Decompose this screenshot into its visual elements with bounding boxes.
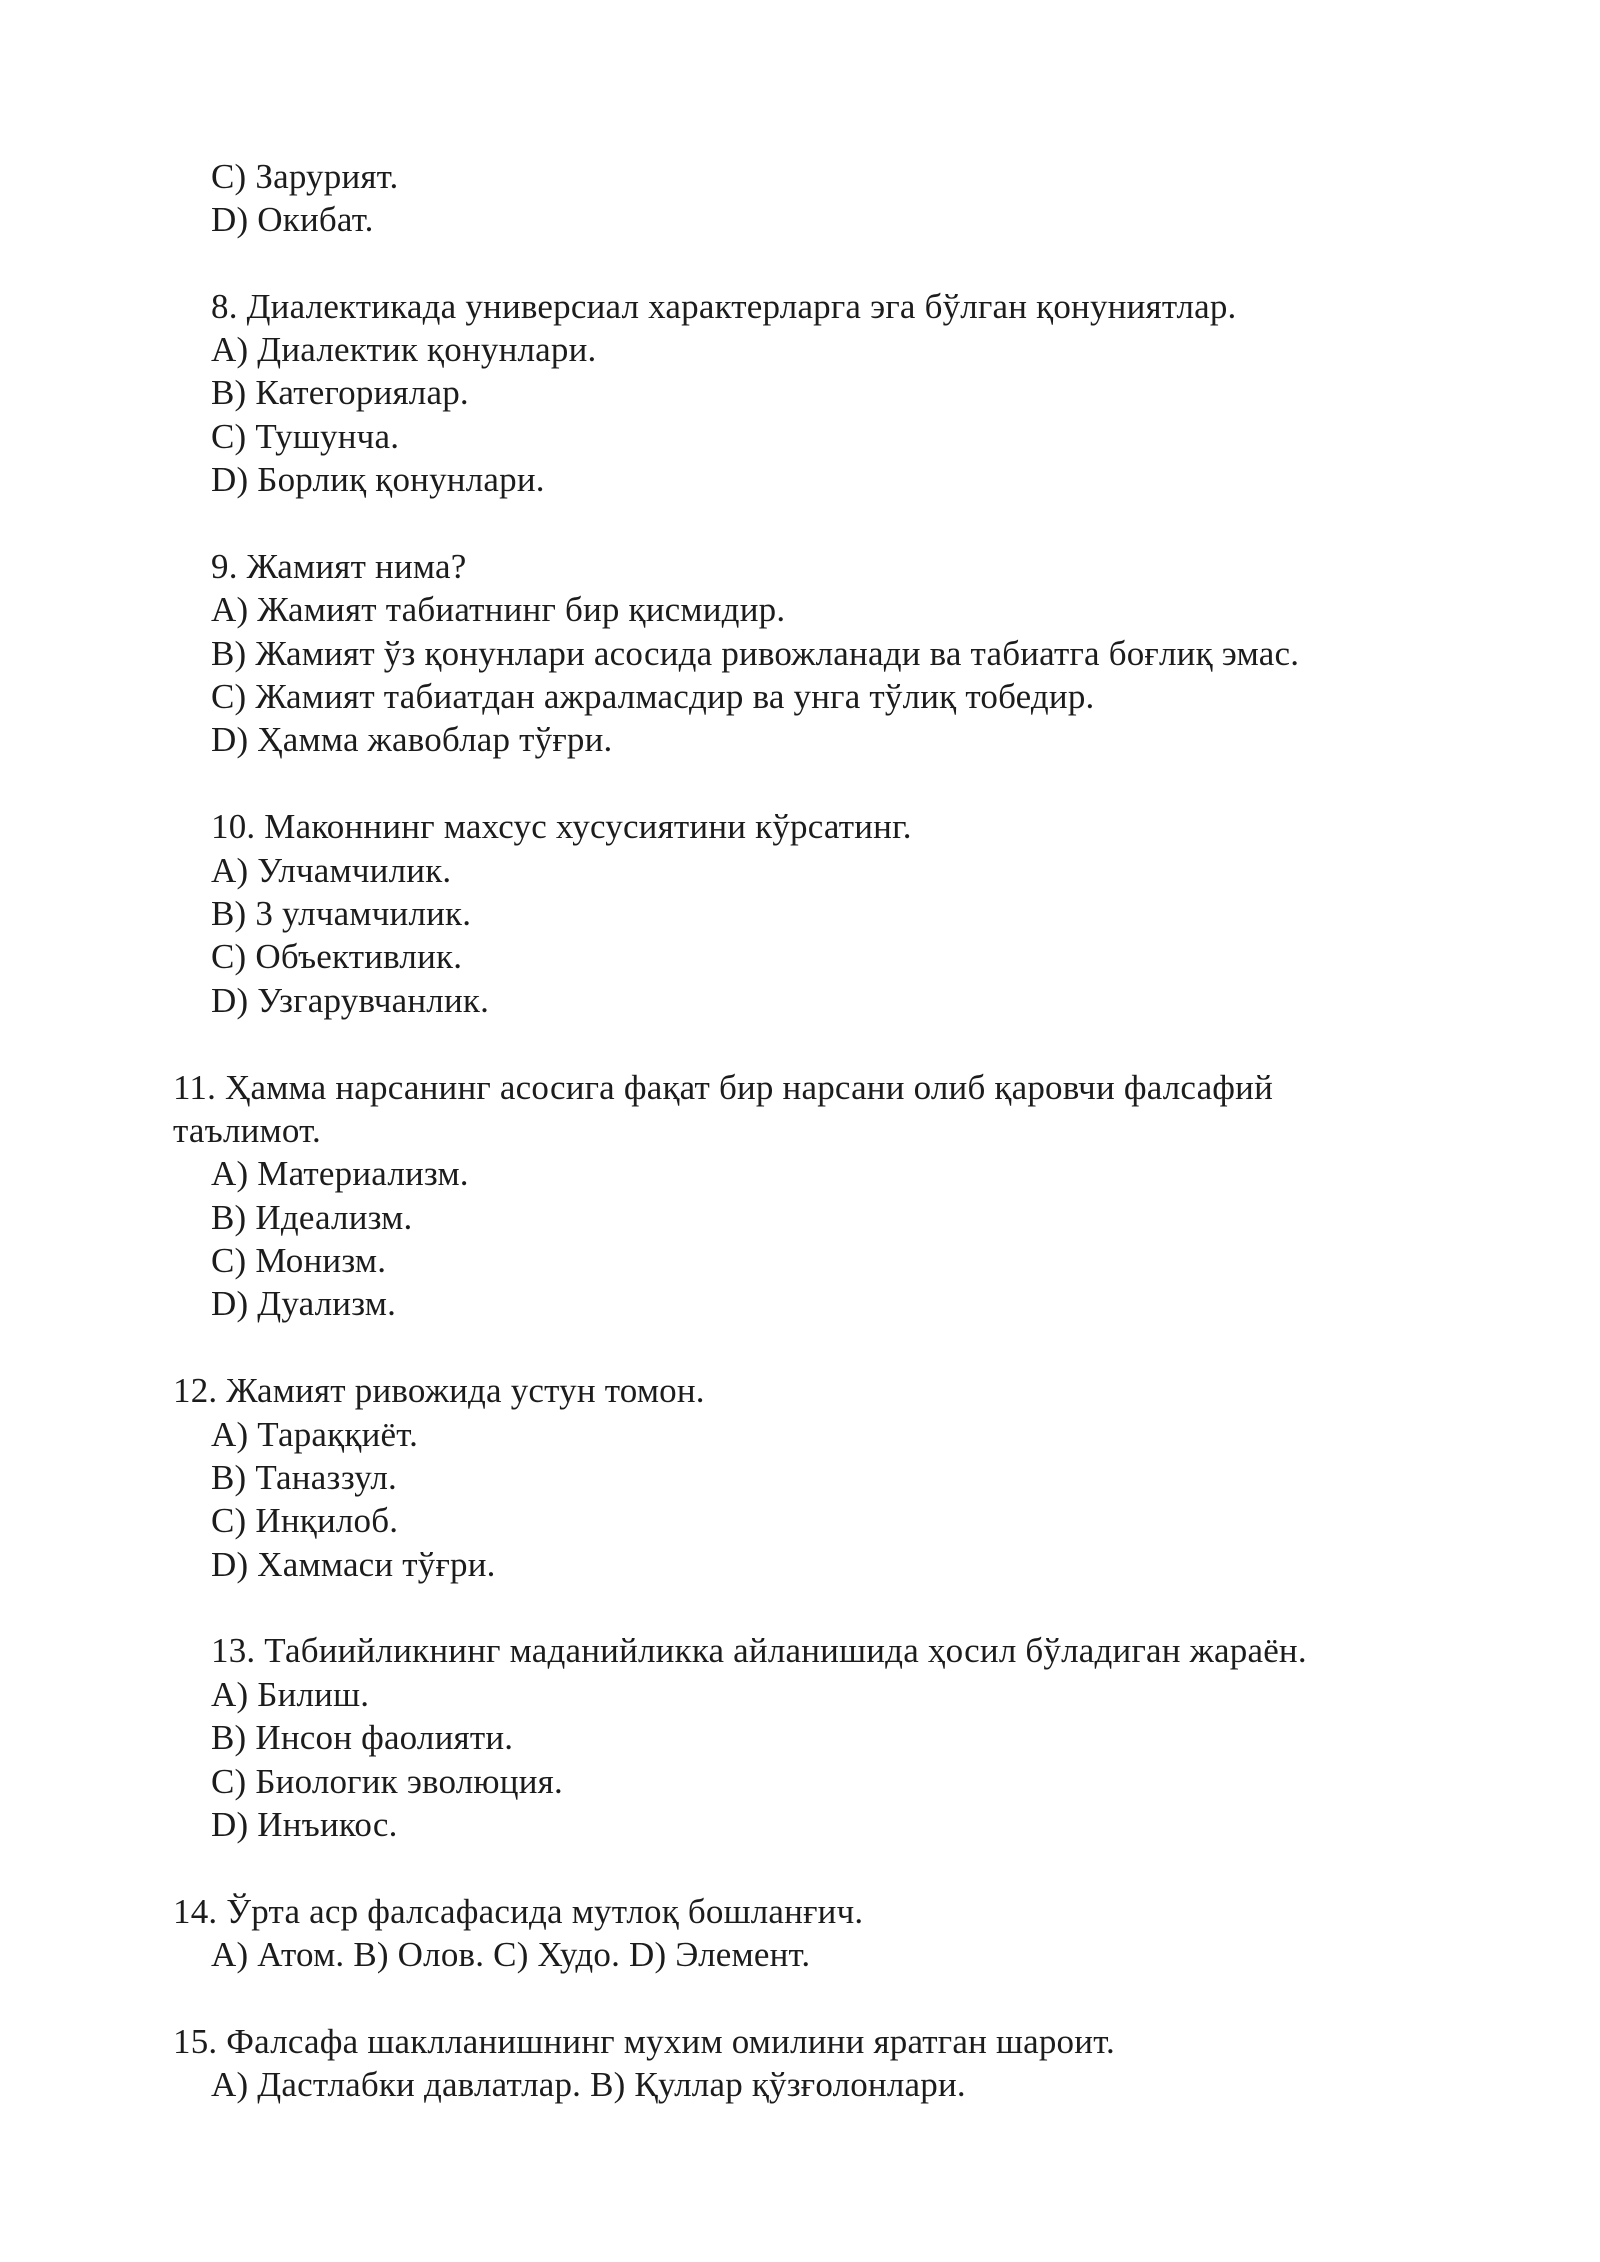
answer-option: A) Билиш. [211,1675,370,1714]
answer-option: B) Жамият ўз қонунлари асосида ривожланади ва табиатга боғлиқ эмас. [211,634,1300,673]
answer-option: C) Инқилоб. [211,1501,399,1540]
answer-option: A) Тараққиёт. [211,1415,419,1454]
answer-option: C) Монизм. [211,1241,387,1280]
question-11: 11. Ҳамма нарсанинг асосига фақат бир нарсани олиб қаровчи фалсафий [173,1068,1274,1107]
question-13: 13. Табиийликнинг маданийликка айланишида ҳосил бўладиган жараён. [211,1631,1307,1670]
answer-option: B) Категориялар. [211,373,469,412]
question-12: 12. Жамият ривожида устун томон. [173,1371,705,1410]
answer-option: C) Тушунча. [211,417,400,456]
question-11-continued: таълимот. [173,1111,321,1150]
answer-option: D) Окибат. [211,200,374,239]
question-15: 15. Фалсафа шаклланишнинг мухим омилини яратган шароит. [173,2022,1116,2061]
answer-option: D) Ҳамма жавоблар тўғри. [211,720,613,759]
answer-option: C) Жамият табиатдан ажралмасдир ва унга тўлиқ тобедир. [211,677,1095,716]
answer-option: D) Дуализм. [211,1284,397,1323]
question-8: 8. Диалектикада универсиал характерларга эга бўлган қонуниятлар. [211,287,1237,326]
answer-option: A) Диалектик қонунлари. [211,330,597,369]
question-14: 14. Ўрта аср фалсафасида мутлоқ бошланғич. [173,1892,864,1931]
answer-option: D) Инъикос. [211,1805,398,1844]
answer-option: A) Материализм. [211,1154,469,1193]
answer-option: A) Жамият табиатнинг бир қисмидир. [211,590,786,629]
answer-option: C) Объективлик. [211,937,463,976]
answer-option: B) 3 улчамчилик. [211,894,472,933]
answer-option: B) Инсон фаолияти. [211,1718,514,1757]
answer-option: D) Узгарувчанлик. [211,981,490,1020]
answer-options-inline: A) Дастлабки давлатлар. B) Қуллар қўзғолонлари. [211,2065,966,2104]
question-10: 10. Маконнинг махсус хусусиятини кўрсатинг. [211,807,912,846]
answer-option: C) Биологик эволюция. [211,1762,563,1801]
question-9: 9. Жамият нима? [211,547,467,586]
answer-options-inline: A) Атом. B) Олов. C) Худо. D) Элемент. [211,1935,811,1974]
answer-option: C) Зарурият. [211,157,399,196]
answer-option: D) Борлиқ қонунлари. [211,460,545,499]
answer-option: B) Идеализм. [211,1198,413,1237]
answer-option: D) Хаммаси тўғри. [211,1545,496,1584]
answer-option: A) Улчамчилик. [211,851,452,890]
answer-option: B) Таназзул. [211,1458,397,1497]
